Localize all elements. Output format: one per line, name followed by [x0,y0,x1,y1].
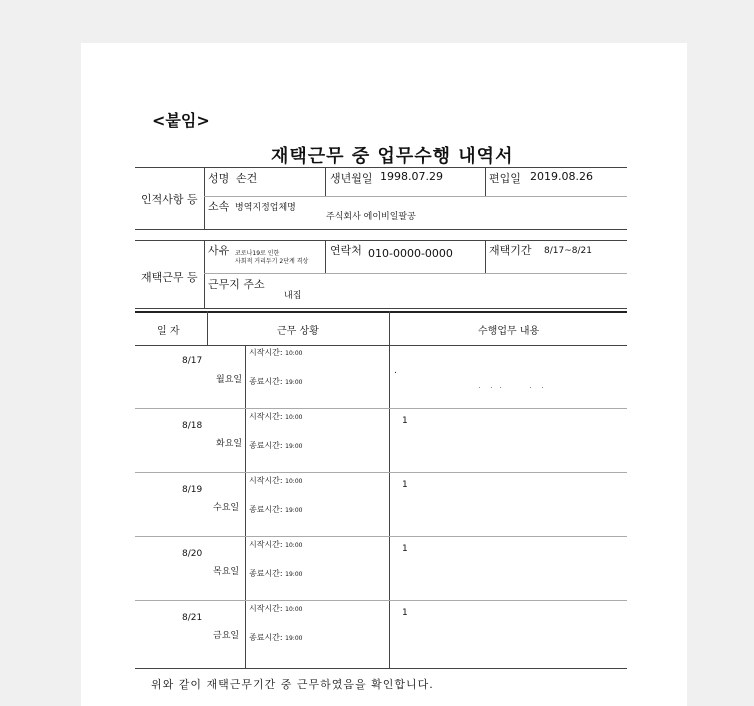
row-task: 1 [402,416,408,426]
row-divider [135,600,627,601]
period-value: 8/17~8/21 [544,246,592,256]
row-day: 목요일 [213,567,240,577]
document-page [81,43,687,706]
row-start-time: 시작시간: 10:00 [249,412,303,421]
row-day: 월요일 [216,375,243,385]
row-date: 8/20 [182,549,203,559]
row-end-time: 종료시간: 19:00 [249,633,303,642]
contact-label: 연락처 [330,244,362,257]
personal-col-divider-2 [485,167,486,196]
log-header-status: 근무 상황 [277,326,319,337]
row-day: 금요일 [213,631,240,641]
remote-section-label: 재택근무 등 [141,271,198,284]
row-task: . [394,366,397,376]
reason-label: 사유 [208,244,230,257]
name-label: 성명 [208,172,230,185]
personal-label-divider [204,167,205,229]
company-value: 주식회사 에이비일팔공 [326,212,416,222]
row-date: 8/17 [182,356,203,366]
log-task-divider [389,311,390,669]
birth-value: 1998.07.29 [380,170,443,183]
row-end-time: 종료시간: 19:00 [249,441,303,450]
affiliation-sub-label: 병역지정업체명 [235,203,296,213]
remote-col-divider-2 [485,240,486,273]
affiliation-label: 소속 [208,200,230,213]
row-task: 1 [402,608,408,618]
attachment-label: <붙임> [152,111,210,130]
address-label: 근무지 주소 [208,278,265,291]
personal-col-divider-1 [325,167,326,196]
log-bottom-rule [135,668,627,669]
log-header-divider-1 [207,311,208,345]
reason-line-1: 코로나19로 인한 [235,250,280,257]
address-value: 내집 [284,291,302,301]
row-task: 1 [402,480,408,490]
reason-line-2: 사회적 거리두기 2단계 격상 [235,258,309,265]
row-date: 8/19 [182,485,203,495]
log-status-divider [245,345,246,669]
footer-confirmation: 위와 같이 재택근무기간 중 근무하였음을 확인합니다. [151,678,434,691]
row-date: 8/18 [182,421,203,431]
remote-label-divider [204,240,205,308]
row-start-time: 시작시간: 10:00 [249,348,303,357]
row-task: 1 [402,544,408,554]
row-start-time: 시작시간: 10:00 [249,604,303,613]
name-value: 손건 [236,172,258,185]
enlist-label: 편입일 [489,172,521,185]
log-header-tasks: 수행업무 내용 [478,326,540,337]
period-label: 재택기간 [489,244,532,257]
row-end-time: 종료시간: 19:00 [249,377,303,386]
log-header-date: 일 자 [157,326,180,337]
contact-value: 010-0000-0000 [368,247,453,260]
remote-bottom-rule [135,308,627,309]
row-day: 수요일 [213,503,240,513]
row-divider [135,472,627,473]
row-divider [135,408,627,409]
section-top-rule [135,167,627,168]
personal-section-label: 인적사항 등 [141,193,198,206]
remote-col-divider-1 [325,240,326,273]
enlist-value: 2019.08.26 [530,170,593,183]
document-title: 재택근무 중 업무수행 내역서 [271,146,514,167]
birth-label: 생년월일 [330,172,373,185]
log-top-rule [135,311,627,313]
row-end-time: 종료시간: 19:00 [249,505,303,514]
row-start-time: 시작시간: 10:00 [249,476,303,485]
row-end-time: 종료시간: 19:00 [249,569,303,578]
remote-top-rule [135,240,627,241]
remote-row-divider [204,273,627,274]
row-date: 8/21 [182,613,203,623]
personal-bottom-rule [135,229,627,230]
log-header-rule [135,345,627,346]
personal-row-divider [204,196,627,197]
row-day: 화요일 [216,439,243,449]
row-start-time: 시작시간: 10:00 [249,540,303,549]
row-divider [135,536,627,537]
